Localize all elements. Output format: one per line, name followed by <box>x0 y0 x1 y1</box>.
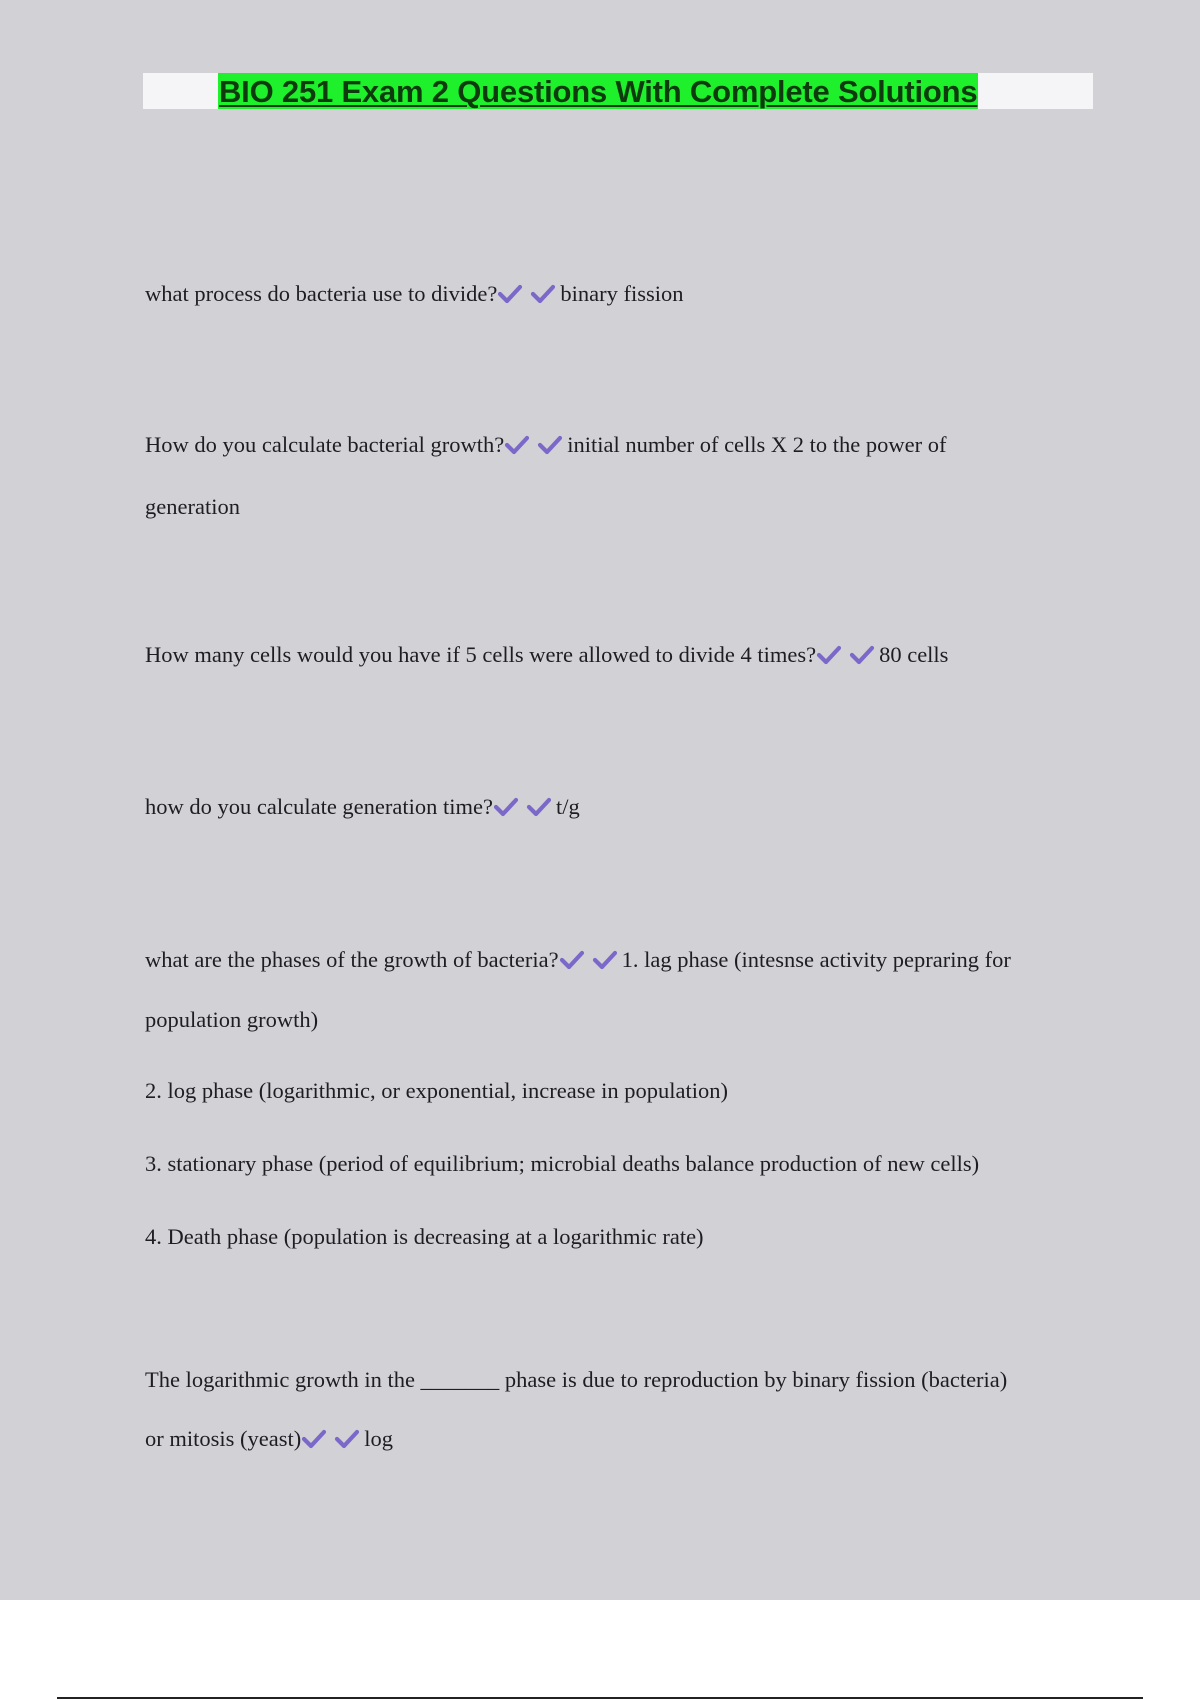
answer-text: initial number of cells X 2 to the power of <box>567 432 947 457</box>
question-text: The logarithmic growth in the _______ phase is due to reproduction by binary fission (bacteria) <box>145 1367 1008 1392</box>
question-text: what process do bacteria use to divide? <box>145 281 498 306</box>
qa-item <box>145 430 947 460</box>
question-text: what are the phases of the growth of bacteria? <box>145 947 559 972</box>
answer-text: binary fission <box>560 281 684 306</box>
answer-line: 3. stationary phase (period of equilibrium; microbial deaths balance production of new cells) <box>145 1151 980 1176</box>
answer-text: 1. lag phase (intesnse activity pepraring for <box>621 947 1011 972</box>
check-icon <box>526 797 552 817</box>
check-icon <box>592 950 618 970</box>
answer-text: log <box>364 1426 393 1451</box>
answer-continuation: generation <box>145 494 240 519</box>
qa-item <box>145 640 948 670</box>
check-icon <box>493 797 519 817</box>
document-title: BIO 251 Exam 2 Questions With Complete Solutions <box>219 74 978 109</box>
answer-text: 80 cells <box>879 642 949 667</box>
qa-item <box>145 792 580 822</box>
answer-line: population growth) <box>145 1007 319 1032</box>
check-icon <box>497 284 523 304</box>
check-icon <box>504 435 530 455</box>
check-icon <box>530 284 556 304</box>
check-icon <box>301 1429 327 1449</box>
check-icon <box>537 435 563 455</box>
qa-item <box>145 1424 393 1454</box>
answer-line: 2. log phase (logarithmic, or exponential, increase in population) <box>145 1078 728 1103</box>
answer-text: t/g <box>556 794 580 819</box>
check-icon <box>816 645 842 665</box>
footer-divider <box>57 1697 1143 1699</box>
question-text: How many cells would you have if 5 cells were allowed to divide 4 times? <box>145 642 817 667</box>
check-icon <box>334 1429 360 1449</box>
qa-item <box>145 279 684 309</box>
check-icon <box>559 950 585 970</box>
question-text: or mitosis (yeast) <box>145 1426 302 1451</box>
answer-line: 4. Death phase (population is decreasing at a logarithmic rate) <box>145 1224 704 1249</box>
question-text: How do you calculate bacterial growth? <box>145 432 505 457</box>
question-text: how do you calculate generation time? <box>145 794 493 819</box>
check-icon <box>849 645 875 665</box>
qa-item <box>145 945 1011 975</box>
